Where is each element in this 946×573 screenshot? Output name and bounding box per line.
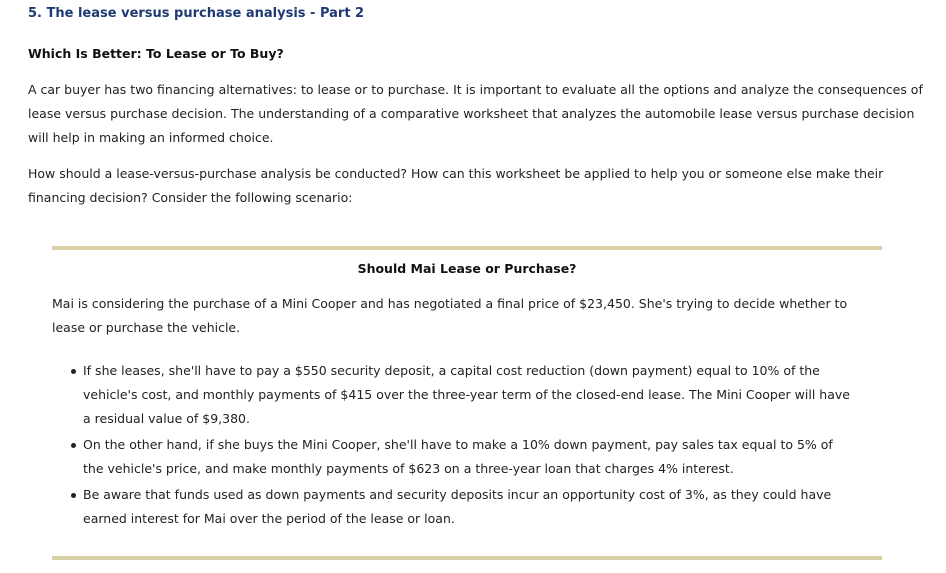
bullet-text: On the other hand, if she buys the Mini Cooper, she'll have to make a 10% down payment, pay sales tax equal to 5% of the vehicle's price, and make monthly payments of $623 on a three-year loan that charges 4% interest.	[83, 437, 833, 476]
list-item	[52, 359, 853, 431]
list-item	[52, 483, 853, 531]
scenario-title: Should Mai Lease or Purchase?	[357, 261, 577, 276]
bullet-icon	[71, 493, 76, 498]
bullet-text: If she leases, she'll have to pay a $550 security deposit, a capital cost reduction (down payment) equal to 10% of the vehicle's cost, and monthly payments of $415 over the three-year term of the closed-end lease. The Mini Cooper will have a residual value of $9,380.	[83, 363, 850, 426]
section-subtitle: Which Is Better: To Lease or To Buy?	[28, 46, 284, 61]
list-item	[52, 433, 853, 481]
bullet-icon	[71, 369, 76, 374]
section-title: 5. The lease versus purchase analysis - Part 2	[28, 6, 365, 21]
bullet-text: Be aware that funds used as down payments and security deposits incur an opportunity cost of 3%, as they could have earned interest for Mai over the period of the lease or loan.	[83, 487, 832, 526]
scenario-bullet-list	[52, 359, 862, 533]
scenario-top-divider	[52, 246, 882, 250]
scenario-bottom-divider	[52, 556, 882, 560]
bullet-icon	[71, 443, 76, 448]
question-paragraph: How should a lease-versus-purchase analysis be conducted? How can this worksheet be applied to help you or someone else make their financing decision? Consider the following scenario:	[28, 166, 884, 205]
scenario-description: Mai is considering the purchase of a Mini Cooper and has negotiated a final price of $23,450. She's trying to decide whether to lease or purchase the vehicle.	[52, 296, 848, 335]
intro-paragraph: A car buyer has two financing alternatives: to lease or to purchase. It is important to evaluate all the options and analyze the consequences of lease versus purchase decision. The understanding of a comparative worksheet that analyzes the automobile lease versus purchase decision will help in making an informed choice.	[28, 82, 923, 145]
